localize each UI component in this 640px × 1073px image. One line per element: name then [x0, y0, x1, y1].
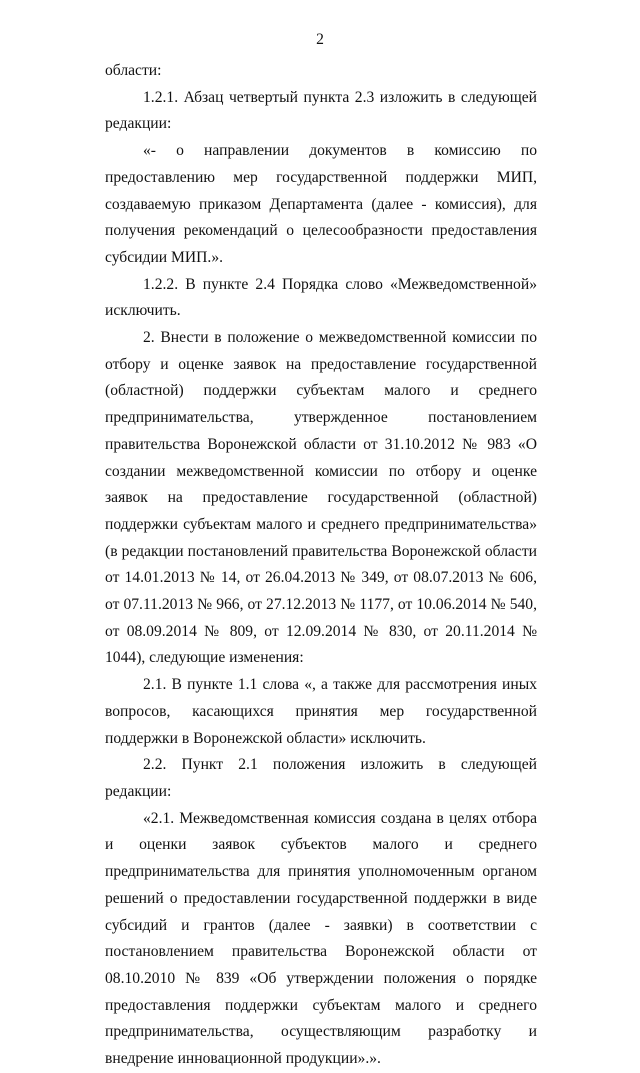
paragraph-quoted-amendment: «- о направлении документов в комиссию по предоставлению мер государственной поддержки МИП, создаваемую приказом Департамента (далее - комиссия), для получения рекомендаций о целесообразности предоставления субсидии МИП.».: [105, 142, 537, 266]
paragraph-2: 2. Внести в положение о межведомственной комиссии по отбору и оценке заявок на предоставление государственной (областной) поддержки субъектам малого и среднего предпринимательства, утвержденное постановлением правительства Воронежской области от 31.10.2012 № 983 «О создании межведомственной комиссии по отбору и оценке заявок на предоставление государственной (областной) поддержки субъектам малого и среднего предпринимательства» (в редакции постановлений правительства Воронежской области от 14.01.2013 № 14, от 26.04.2013 № 349, от 08.07.2013 № 606, от 07.11.2013 № 966, от 27.12.2013 № 1177, от 10.06.2014 № 540, от 08.09.2014 № 809, от 12.09.2014 № 830, от 20.11.2014 № 1044), следующие изменения:: [105, 329, 537, 667]
paragraph-quoted-2-1: «2.1. Межведомственная комиссия создана в целях отбора и оценки заявок субъектов малого и среднего предпринимательства для принятия уполномоченным органом решений о предоставлении государственной поддержки в виде субсидий и грантов (далее - заявки) в соответствии с постановлением правительства Воронежской области от 08.10.2010 № 839 «Об утверждении положения о порядке предоставления поддержки субъектам малого и среднего предпринимательства, осуществляющим разработку и внедрение инновационной продукции».».: [105, 809, 537, 1068]
document-body: [105, 58, 537, 1073]
paragraph-2-1: 2.1. В пункте 1.1 слова «, а также для рассмотрения иных вопросов, касающихся принятия мер государственной поддержки в Воронежской области» исключить.: [105, 676, 537, 747]
paragraph-2-2: 2.2. Пункт 2.1 положения изложить в следующей редакции:: [105, 756, 537, 800]
page-number: 2: [316, 31, 324, 48]
paragraph-continuation: области:: [105, 62, 162, 79]
paragraph-1-2-1: 1.2.1. Абзац четвертый пункта 2.3 изложить в следующей редакции:: [105, 88, 537, 133]
paragraph-1-2-2: 1.2.2. В пункте 2.4 Порядка слово «Межведомственной» исключить.: [105, 275, 537, 320]
